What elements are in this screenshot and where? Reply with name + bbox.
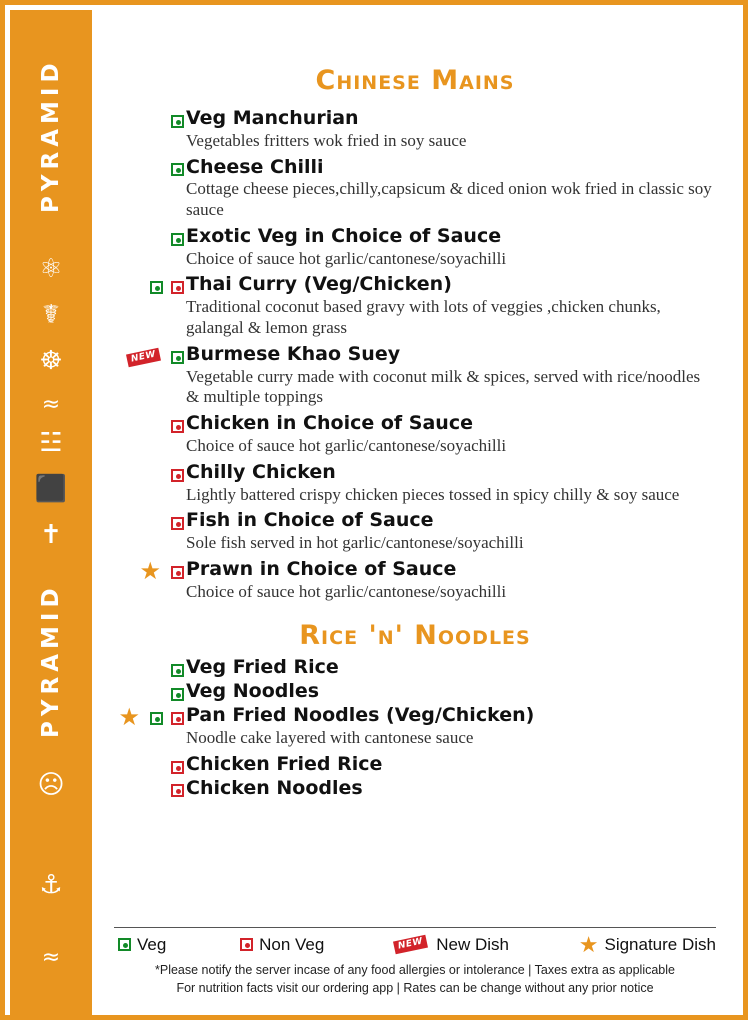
item-name: Exotic Veg in Choice of Sauce xyxy=(186,224,502,247)
legend-new-dish-label: New Dish xyxy=(436,934,509,954)
item-name: Thai Curry (Veg/Chicken) xyxy=(186,273,452,296)
legend-signature-label: Signature Dish xyxy=(604,934,716,954)
menu-item xyxy=(114,510,716,554)
legend-row xyxy=(114,931,716,957)
item-description: Noodle cake layered with cantonese sauce xyxy=(186,727,474,747)
item-name: Pan Fried Noodles (Veg/Chicken) xyxy=(186,704,535,727)
item-name: Veg Noodles xyxy=(186,680,320,703)
item-markers xyxy=(114,514,184,534)
non-veg-icon xyxy=(171,566,184,579)
item-markers xyxy=(114,230,184,250)
menu-section-rice-noodles xyxy=(114,657,716,799)
item-markers xyxy=(114,112,184,132)
non-veg-icon xyxy=(171,712,184,725)
item-markers xyxy=(114,758,184,778)
veg-icon xyxy=(171,233,184,246)
egyptian-glyph-icon: ☳ xyxy=(39,428,63,458)
menu-item xyxy=(114,226,716,270)
water-lines-icon: ≈ xyxy=(41,945,61,970)
menu-item xyxy=(114,778,716,800)
veg-icon xyxy=(150,712,163,725)
menu-footer xyxy=(114,927,716,997)
item-name: Veg Manchurian xyxy=(186,107,359,129)
menu-item xyxy=(114,681,716,703)
menu-item xyxy=(114,754,716,776)
item-markers xyxy=(114,685,184,705)
legend-veg xyxy=(114,935,166,955)
menu-item xyxy=(114,108,716,152)
item-markers xyxy=(114,705,184,732)
non-veg-icon xyxy=(171,469,184,482)
item-description: Choice of sauce hot garlic/cantonese/soyachilli xyxy=(186,248,507,268)
item-name: Veg Fried Rice xyxy=(186,656,339,679)
footer-note-line-2: For nutrition facts visit our ordering app | Rates can be change without any prior notice xyxy=(176,980,654,995)
item-markers xyxy=(114,278,184,298)
legend-non-veg-label: Non Veg xyxy=(259,934,325,954)
item-markers xyxy=(114,782,184,802)
footer-notes xyxy=(114,961,716,997)
item-description: Cottage cheese pieces,chilly,capsicum & diced onion wok fried in classic soy sauce xyxy=(186,179,712,220)
veg-icon xyxy=(171,664,184,677)
egyptian-glyph-icon: ⬛ xyxy=(34,474,68,504)
non-veg-icon xyxy=(171,784,184,797)
section-title-chinese-mains: Chinese Mains xyxy=(315,65,515,96)
new-dish-badge: NEW xyxy=(126,347,161,367)
item-name: Cheese Chilli xyxy=(186,155,324,178)
item-name: Burmese Khao Suey xyxy=(186,342,401,365)
legend-new-dish xyxy=(394,935,509,955)
footer-note-line-1: *Please notify the server incase of any food allergies or intolerance | Taxes extra as applicable xyxy=(155,962,675,977)
footer-divider xyxy=(114,927,716,928)
menu-item xyxy=(114,462,716,506)
menu-item xyxy=(114,705,716,749)
menu-item xyxy=(114,413,716,457)
sidebar-brand-top: PYRAMID xyxy=(38,58,64,213)
item-name: Prawn in Choice of Sauce xyxy=(186,557,457,580)
menu-section-chinese-mains xyxy=(114,108,716,602)
egyptian-glyph-icon: ☸ xyxy=(39,346,63,376)
new-dish-badge: NEW xyxy=(393,935,428,955)
item-name: Chicken Noodles xyxy=(186,776,363,799)
menu-item xyxy=(114,657,716,679)
item-name: Chilly Chicken xyxy=(186,460,336,483)
veg-icon xyxy=(150,281,163,294)
non-veg-icon xyxy=(171,281,184,294)
item-markers xyxy=(114,348,184,368)
egyptian-glyph-icon: ☤ xyxy=(42,300,60,330)
egyptian-glyph-icon: ⚓ xyxy=(39,870,63,900)
non-veg-icon xyxy=(171,420,184,433)
item-markers xyxy=(114,661,184,681)
egyptian-glyph-icon: ☹ xyxy=(37,770,65,800)
menu-item xyxy=(114,559,716,603)
menu-item xyxy=(114,274,716,338)
veg-icon xyxy=(171,688,184,701)
veg-icon xyxy=(118,938,131,951)
item-description: Choice of sauce hot garlic/cantonese/soyachilli xyxy=(186,435,507,455)
item-description: Lightly battered crispy chicken pieces tossed in spicy chilly & soy sauce xyxy=(186,484,680,504)
item-description: Vegetables fritters wok fried in soy sauce xyxy=(186,130,467,150)
non-veg-icon xyxy=(171,517,184,530)
signature-star-icon: ★ xyxy=(578,931,599,957)
ankh-icon: ✝ xyxy=(40,520,62,550)
item-markers xyxy=(114,161,184,181)
section-title-rice-noodles: Rice 'n' Noodles xyxy=(299,620,531,652)
veg-icon xyxy=(171,115,184,128)
menu-item xyxy=(114,344,716,408)
water-lines-icon: ≈ xyxy=(41,392,61,417)
item-description: Sole fish served in hot garlic/cantonese/soyachilli xyxy=(186,533,524,553)
egyptian-glyph-icon: ⚛ xyxy=(39,254,63,284)
signature-star-icon: ★ xyxy=(139,559,161,586)
item-description: Choice of sauce hot garlic/cantonese/soyachilli xyxy=(186,581,507,601)
veg-icon xyxy=(171,163,184,176)
menu-item xyxy=(114,157,716,221)
item-markers xyxy=(114,466,184,486)
item-markers xyxy=(114,417,184,437)
menu-content xyxy=(92,10,738,1010)
item-description: Vegetable curry made with coconut milk & spices, served with rice/noodles & multiple toppings xyxy=(186,366,701,407)
sidebar-brand-bottom: PYRAMID xyxy=(38,583,64,738)
legend-non-veg xyxy=(236,935,324,955)
non-veg-icon xyxy=(171,761,184,774)
signature-star-icon: ★ xyxy=(118,705,140,732)
item-markers xyxy=(114,559,184,586)
item-name: Chicken in Choice of Sauce xyxy=(186,412,473,435)
left-sidebar xyxy=(10,10,92,1020)
non-veg-icon xyxy=(240,938,253,951)
legend-veg-label: Veg xyxy=(137,934,167,954)
item-name: Fish in Choice of Sauce xyxy=(186,509,434,532)
item-description: Traditional coconut based gravy with lots of veggies ,chicken chunks, galangal & lemon grass xyxy=(186,297,661,338)
item-name: Chicken Fried Rice xyxy=(186,752,383,775)
legend-signature-dish xyxy=(578,931,716,957)
veg-icon xyxy=(171,351,184,364)
